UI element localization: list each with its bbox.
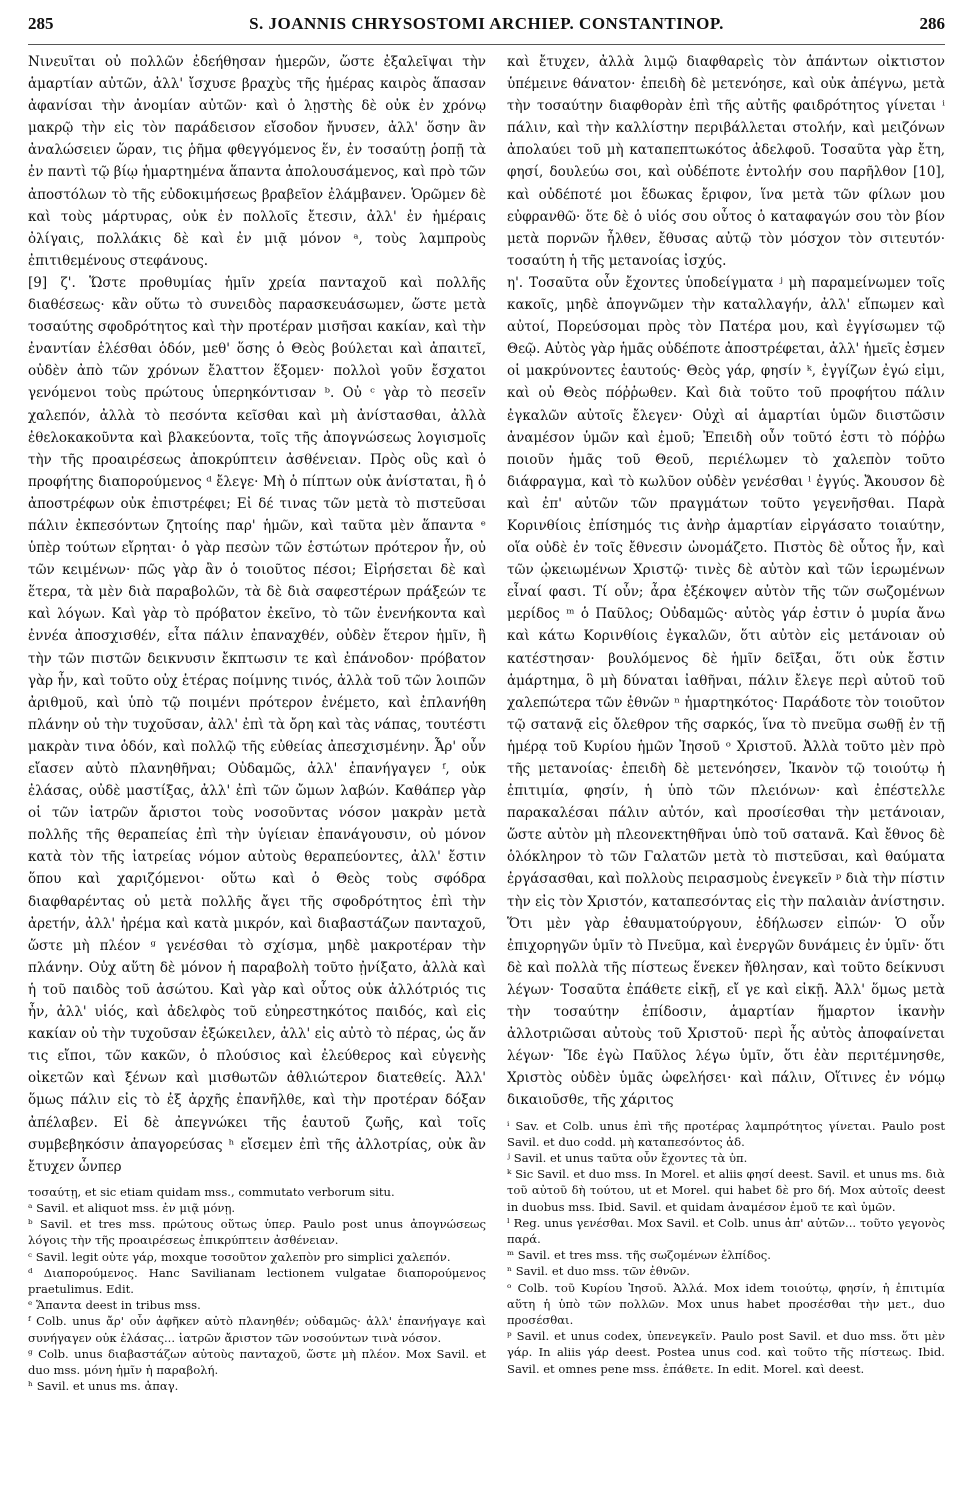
footnote: ᵉ Ἅπαντα deest in tribus mss. xyxy=(28,1298,201,1313)
footnote: ˡ Reg. unus γενέσθαι. Mox Savil. et Colb. unus ἀπ' αὐτῶν... τοῦτο γεγονὸς παρά. xyxy=(507,1215,945,1246)
footnote: ᵒ Colb. τοῦ Κυρίου Ἰησοῦ. Ἀλλά. Mox idem τοιούτῳ, φησίν, ἡ ἐπιτιμία αὕτη ἡ ὑπὸ τῶν πολλῶν. Mox unus habet προσέσθαι τὴν μετ., duo προσέσθαι. xyxy=(507,1280,945,1327)
right-column xyxy=(507,51,945,1394)
footnote: ᶠ Colb. unus ἄρ' οὖν ἀφῆκεν αὐτὸ πλανηθέν; οὐδαμῶς· ἀλλ' ἐπανήγαγε καὶ συνήγαγεν οὐκ ἐλάσας... ἰατρῶν ἄριστον τῶν νοσούντων τινὰ νόσον. xyxy=(28,1314,486,1345)
page-number-right: 286 xyxy=(919,14,945,33)
footnote: ʲ Savil. et unus ταῦτα οὖν ἔχοντες τὰ ὑπ. xyxy=(507,1150,748,1165)
footnote: ᵐ Savil. et tres mss. τῆς σωζομένων ἐλπίδος. xyxy=(507,1248,771,1263)
left-footnotes xyxy=(28,1184,486,1395)
footnote: ᵃ Savil. et aliquot mss. ἐν μιᾷ μόνῃ. xyxy=(28,1200,236,1215)
footnote: ᵏ Sic Savil. et duo mss. In Morel. et aliis φησί deest. Savil. et unus ms. διὰ τοῦ αὐτοῦ δὴ τούτου, ut et Morel. qui habet δὲ pro δή. Mox αὐτοῖς deest in duobus mss. Ibid. Savil. et quidam ἀναμέσον ἐμοῦ τε καὶ ὑμῶν. xyxy=(507,1167,945,1214)
right-paragraph: η'. Τοσαῦτα οὖν ἔχοντες ὑποδείγματα ʲ μὴ παραμείνωμεν τοῖς κακοῖς, μηδὲ ἀπογνῶμεν τὴν καταλλαγήν, ἀλλ' εἴπωμεν καὶ αὐτοί, Πορεύσομαι πρὸς τὸν Πατέρα μου, καὶ ἐγγίσωμεν τῷ Θεῷ. Αὐτὸς γὰρ ἡμᾶς οὐδέποτε ἀποστρέφεται, ἀλλ' ἡμεῖς ἐσμεν οἱ μακρύνοντες ἑαυτούς· Θεὸς γάρ, φησίν ᵏ, ἐγγίζων ἐγώ εἰμι, καὶ οὐ Θεὸς πόῤῥωθεν. Καὶ διὰ τοῦτο τοῦ προφήτου πάλιν ἐγκαλῶν αὐτοῖς ἔλεγεν· Οὐχὶ αἱ ἁμαρτίαι ὑμῶν διιστῶσιν ἀναμέσον ὑμῶν καὶ ἐμοῦ; Ἐπειδὴ οὖν τοῦτό ἐστι τὸ πόῤῥω ποιοῦν ἡμᾶς τοῦ Θεοῦ, περιέλωμεν τὸ χαλεπὸν τοῦτο διάφραγμα, καὶ τὸ κωλῦον οὐδὲν γενέσθαι ˡ ἐγγύς. Ἄκουσον δὲ καὶ ἐπ' αὐτῶν τῶν πραγμάτων τοῦτο γεγενῆσθαι. Παρὰ Κορινθίοις ἐπίσημός τις ἀνὴρ ἁμαρτίαν εἰργάσατο τοιαύτην, οἵα οὐδὲ ἐν τοῖς ἔθνεσιν ὠνομάζετο. Πιστὸς δὲ οὗτος ἦν, καὶ τῶν ᾠκειωμένων Χριστῷ· τινὲς δὲ αὐτὸν καὶ τῶν ἱερωμένων εἶναί φασι. Τί οὖν; ἆρα ἐξέκοψεν αὐτὸν τῆς τῶν σωζομένων μερίδος ᵐ ὁ Παῦλος; Οὐδαμῶς· αὐτὸς γάρ ἐστιν ὁ μυρία ἄνω καὶ κάτω Κορινθίοις ἐγκαλῶν, ὅτι αὐτὸν εἰς μετάνοιαν οὐ κατέστησαν· βουλόμενος δὲ ἡμῖν δεῖξαι, ὅτι οὐκ ἔστιν ἁμάρτημα, ὃ μὴ δύναται ἰαθῆναι, πάλιν ἔλεγε περὶ αὐτοῦ τοῦ χαλεπώτερα τῶν ἐθνῶν ⁿ ἡμαρτηκότος· Παράδοτε τὸν τοιοῦτον τῷ σατανᾷ εἰς ὄλεθρον τῆς σαρκός, ἵνα τὸ πνεῦμα σωθῇ ἐν τῇ ἡμέρᾳ τοῦ Κυρίου ἡμῶν Ἰησοῦ ᵒ Χριστοῦ. Ἀλλὰ τοῦτο μὲν πρὸ τῆς μετανοίας· ἐπειδὴ δὲ μετενόησεν, Ἱκανὸν τῷ τοιούτῳ ἡ ἐπιτιμία, φησίν, ἡ ὑπὸ τῶν πλειόνων· καὶ ἐπέστελλε παρακαλέσαι πάλιν αὐτόν, καὶ προσίεσθαι τὴν μετάνοιαν, ὥστε αὐτὸν μὴ πλεονεκτηθῆναι ὑπὸ τοῦ σατανᾶ. Καὶ ἔθνος δὲ ὁλόκληρον τὸ τῶν Γαλατῶν μετὰ τὸ πιστεῦσαι, καὶ θαύματα ἐργάσασθαι, καὶ πολλοὺς πειρασμοὺς ἐνεγκεῖν ᵖ διὰ τὴν πίστιν τὴν εἰς τὸν Χριστόν, καταπεσόντας εἰς τὴν παλαιὰν ἀνίστησιν. Ὅτι μὲν γὰρ ἐθαυματούργουν, ἐδήλωσεν εἰπών· Ὁ οὖν ἐπιχορηγῶν ὑμῖν τὸ Πνεῦμα, καὶ ἐνεργῶν δυνάμεις ἐν ὑμῖν· ὅτι δὲ καὶ πολλὰ τῆς πίστεως ἕνεκεν ἤθλησαν, καὶ τοῦτο δείκνυσι λέγων· Τοσαῦτα ἐπάθετε εἰκῇ, εἴ γε καὶ εἰκῇ. Ἀλλ' ὅμως μετὰ τὴν τοσαύτην ἐπίδοσιν, ἁμαρτίαν ἥμαρτον ἱκανὴν ἀλλοτριῶσαι αὐτοὺς τοῦ Χριστοῦ· περὶ ἧς αὐτὸς ἀποφαίνεται λέγων· Ἴδε ἐγὼ Παῦλος λέγω ὑμῖν, ὅτι ἐὰν περιτέμνησθε, Χριστὸς οὐδὲν ὑμᾶς ὠφελήσει· καὶ πάλιν, Οἵτινες ἐν νόμῳ δικαιοῦσθε, τῆς χάριτος xyxy=(507,274,945,1109)
footnote: ⁱ Sav. et Colb. unus ἐπὶ τῆς προτέρας λαμπρότητος γίνεται. Paulo post Savil. et duo codd. μὴ καταπεσόντος ἀδ. xyxy=(507,1118,945,1149)
footnote: ᵇ Savil. et tres mss. πρώτους οὕτως ὑπερ. Paulo post unus ἀπογνώσεως λόγοις τὴν τῆς προαιρέσεως ἐπικρύπτειν ἀσθένειαν. xyxy=(28,1217,486,1248)
footnote: ᵈ Διαπορούμενος. Hanc Savilianam lectionem vulgatae διαπορούμενος praetulimus. Edit. xyxy=(28,1265,486,1296)
left-column xyxy=(28,51,486,1394)
footnote: ᵖ Savil. et unus codex, ὑπενεγκεῖν. Paulo post Savil. et duo mss. ὅτι μὲν γάρ. In aliis γάρ deest. Postea unus cod. καὶ τοῦτο τῆς πίστεως. Ibid. Savil. et omnes pene mss. ἐπάθετε. In edit. Morel. καὶ deest. xyxy=(507,1329,945,1376)
running-header xyxy=(28,14,945,45)
two-column-body xyxy=(28,51,945,1394)
footnote: ʰ Savil. et unus ms. ἀπαγ. xyxy=(28,1379,179,1394)
footnote: ⁿ Savil. et duo mss. τῶν ἐθνῶν. xyxy=(507,1264,690,1279)
footnote: ᶜ Savil. legit οὐτε γάρ, moxque τοσοῦτον χαλεπὸν pro simplici χαλεπόν. xyxy=(28,1249,451,1264)
running-title: S. JOANNIS CHRYSOSTOMI ARCHIEP. CONSTANTINOP. xyxy=(249,14,724,33)
footnote: τοσαύτῃ, et sic etiam quidam mss., commutato verborum situ. xyxy=(28,1184,395,1199)
left-paragraph: [9] ζ'. Ὥστε προθυμίας ἡμῖν χρεία πανταχοῦ καὶ πολλῆς διαθέσεως· κἂν οὕτω τὸ συνειδὸς παρασκευάσωμεν, ὥστε μετὰ τοσαύτης σφοδρότητος καὶ τὴν προτέραν μισῆσαι κακίαν, καὶ τὴν ἐναντίαν ἑλέσθαι ὁδόν, μεθ' ὅσης ὁ Θεὸς βούλεται καὶ ἀπαιτεῖ, οὐδὲν ἀπὸ τῶν χρόνων ἔλαττον ἕξομεν· πολλοὶ γοῦν ἔσχατοι γενόμενοι τοὺς πρώτους ὑπερηκόντισαν ᵇ. Οὐ ᶜ γὰρ τὸ πεσεῖν χαλεπόν, ἀλλὰ τὸ πεσόντα κεῖσθαι καὶ μὴ ἀνίστασθαι, ἀλλὰ ἐθελοκακοῦντα καὶ βλακεύοντα, τοῖς τῆς ἀπογνώσεως λογισμοῖς τὴν τῆς προαιρέσεως ἀποκρύπτειν ἀσθένειαν. Πρὸς οὓς καὶ ὁ προφήτης διαπορούμενος ᵈ ἔλεγε· Μὴ ὁ πίπτων οὐκ ἀνίσταται, ἢ ὁ ἀποστρέφων οὐκ ἐπιστρέφει; Εἰ δέ τινας τῶν μετὰ τὸ πιστεῦσαι πάλιν ἐκπεσόντων ζητοίης παρ' ἡμῶν, καὶ ταῦτα μὲν ἅπαντα ᵉ ὑπὲρ τούτων εἴρηται· ὁ γὰρ πεσὼν τῶν ἑστώτων πρότερον ἦν, οὐ τῶν κειμένων· πῶς γὰρ ἂν ὁ τοιοῦτος πέσοι; Εἰρήσεται δὲ καὶ ἕτερα, τὰ μὲν διὰ παραβολῶν, τὰ δὲ διὰ σαφεστέρων πράξεών τε καὶ λόγων. Καὶ γὰρ τὸ πρόβατον ἐκεῖνο, τὸ τῶν ἐνενήκοντα καὶ ἐννέα ἀποσχισθέν, εἶτα πάλιν ἐπαναχθέν, οὐδὲν ἕτερον ἡμῖν, ἢ τὴν τῶν πιστῶν δεικνυσιν ἔκπτωσιν τε καὶ ἐπάνοδον· πρόβατον γὰρ ἦν, καὶ τοῦτο οὐχ ἑτέρας ποίμνης τινός, ἀλλὰ τοῦ τῶν λοιπῶν ἀριθμοῦ, καὶ ὑπὸ τῷ ποιμένι πρότερον ἐνέμετο, καὶ ἐπλανήθη πλάνην οὐ τὴν τυχοῦσαν, ἀλλ' ἐπὶ τὰ ὄρη καὶ τὰς νάπας, τουτέστι μακρὰν τινα ὁδόν, καὶ πολλῷ τῆς εὐθείας ἀπεσχισμένην. Ἆρ' οὖν εἴασεν αὐτὸ πλανηθῆναι; Οὐδαμῶς, ἀλλ' ἐπανήγαγεν ᶠ, οὐκ ἐλάσας, οὐδὲ μαστίξας, ἀλλ' ἐπὶ τῶν ὤμων λαβών. Καθάπερ γὰρ οἱ τῶν ἰατρῶν ἄριστοι τοὺς νοσοῦντας νόσον μακρὰν μετὰ πολλῆς τῆς θεραπείας ἐπὶ τὴν ὑγίειαν ἐπανάγουσιν, οὐ μόνον κατὰ τὸν τῆς ἰατρείας νόμον αὐτοὺς θεραπεύοντες, ἀλλ' ἔστιν ὅπου καὶ χαριζόμενοι· οὕτω καὶ ὁ Θεὸς τοὺς σφόδρα διαφθαρέντας οὐ μετὰ πολλῆς ἄγει τῆς σφοδρότητος ἐπὶ τὴν ἀρετήν, ἀλλ' ἠρέμα καὶ κατὰ μικρόν, καὶ διαβαστάζων πανταχοῦ, ὥστε μὴ πλέον ᵍ γενέσθαι τὸ σχίσμα, μηδὲ μακροτέραν τὴν πλάνην. Οὐχ αὕτη δὲ μόνον ἡ παραβολὴ τοῦτο ᾐνίξατο, ἀλλὰ καὶ ἡ τοῦ παιδὸς τοῦ ἀσώτου. Καὶ γὰρ καὶ οὗτος οὐκ ἀλλότριός τις ἦν, ἀλλ' υἱός, καὶ ἀδελφὸς τοῦ εὐηρεστηκότος παιδός, καὶ εἰς κακίαν οὐ τὴν τυχοῦσαν ἐξώκειλεν, ἀλλ' εἰς αὐτὸ τὸ πέρας, ὡς ἄν τις εἴποι, τῶν κακῶν, ὁ πλούσιος καὶ ἐλεύθερος καὶ εὐγενὴς οἰκετῶν καὶ ξένων καὶ μισθωτῶν ἀθλιώτερον διατεθείς. Ἀλλ' ὅμως πάλιν εἰς τὸ ἐξ ἀρχῆς ἐπανῆλθε, καὶ τὴν προτέραν δόξαν ἀπέλαβεν. Εἰ δὲ ἀπεγνώκει τῆς ἑαυτοῦ ζωῆς, καὶ τοῖς συμβεβηκόσιν ἀπαγορεύσας ʰ εἴσεμεν ἐπὶ τῆς ἀλλοτρίας, οὐκ ἂν ἔτυχεν ὧνπερ xyxy=(28,274,486,1175)
left-paragraph: Νινευῖται οὐ πολλῶν ἐδεήθησαν ἡμερῶν, ὥστε ἐξαλεῖψαι τὴν ἁμαρτίαν αὐτῶν, ἀλλ' ἴσχυσε βραχὺς τῆς ἡμέρας καιρὸς ἅπασαν ἀφανίσαι τὴν ἀνομίαν αὐτῶν· καὶ ὁ λῃστὴς δὲ οὐκ ἐν χρόνῳ μακρῷ τὴν εἰς τὸν παράδεισον εἴσοδον ἤνυσεν, ἀλλ' ὅσην ἂν ἀναλώσειεν ὥραν, τις ῥῆμα φθεγγόμενος ἕν, ἐν τοσαύτῃ ῥοπῇ τὰ ἐν παντὶ τῷ βίῳ ἡμαρτημένα ἅπαντα ἀπολουσάμενος, καὶ πρὸ τῶν ἀποστόλων τὸ τῆς εὐδοκιμήσεως βραβεῖον ἐλάμβανεν. Ὁρῶμεν δὲ καὶ τοὺς μάρτυρας, οὐκ ἐν πολλοῖς ἔτεσιν, ἀλλ' ἐν ἡμέραις ὀλίγαις, πολλάκις δὲ καὶ ἐν μιᾷ μόνον ᵃ, τοὺς λαμπροὺς ἐπιτιθεμένους στεφάνους. xyxy=(28,54,486,269)
right-main-text xyxy=(507,51,945,1112)
footnote: ᵍ Colb. unus διαβαστάζων αὐτοὺς πανταχοῦ, ὥστε μὴ πλέον. Mox Savil. et duo mss. μόνη ἡμῖν ἡ παραβολή. xyxy=(28,1346,486,1378)
right-footnotes xyxy=(507,1118,945,1377)
right-paragraph: καὶ ἔτυχεν, ἀλλὰ λιμῷ διαφθαρεὶς τὸν ἁπάντων οἰκτιστον ὑπέμεινε θάνατον· ἐπειδὴ δὲ μετενόησε, καὶ οὐκ ἀπέγνω, μετὰ τὴν τοσαύτην διαφθορὰν ἐπὶ τῆς αὐτῆς φαιδρότητος γίνεται ⁱ πάλιν, καὶ τὴν καλλίστην περιβάλλεται στολήν, καὶ μειζόνων ἀπολαύει τοῦ μὴ καταπεπτωκότος ἀδελφοῦ. Τοσαῦτα γὰρ ἔτη, φησί, δουλεύω σοι, καὶ οὐδέποτε ἐντολήν σου παρῆλθον [10], καὶ οὐδέποτέ μοι ἔδωκας ἔριφον, ἵνα μετὰ τῶν φίλων μου εὐφρανθῶ· ὅτε δὲ ὁ υἱός σου οὗτος ὁ καταφαγών σου τὸν βίον μετὰ πορνῶν ἦλθεν, ἔθυσας αὐτῷ τὸν μόσχον τὸν σιτευτόν· τοσαύτη ἡ τῆς μετανοίας ἰσχύς. xyxy=(507,54,945,269)
left-main-text xyxy=(28,51,486,1178)
page-number-left: 285 xyxy=(28,14,54,33)
